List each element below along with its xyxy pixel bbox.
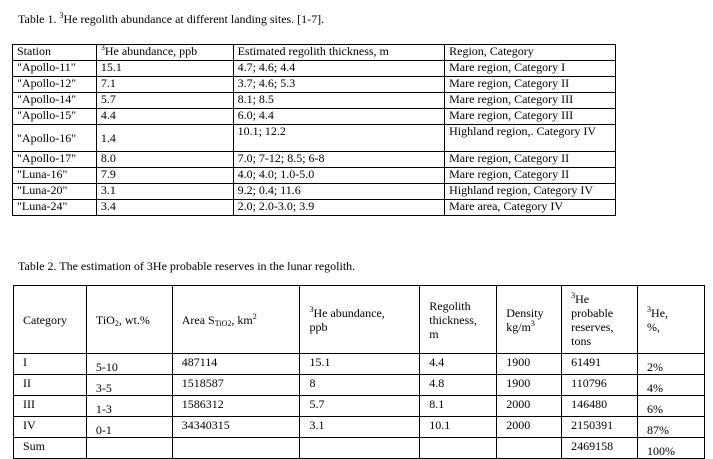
percent-cell: 87% bbox=[638, 417, 705, 438]
density-cell bbox=[497, 438, 562, 459]
region-cell: Mare region, Category III bbox=[445, 93, 616, 109]
thickness-cell: 8.1 bbox=[420, 396, 497, 417]
abundance-cell: 7.9 bbox=[96, 168, 233, 184]
reserves-cell: 146480 bbox=[562, 396, 638, 417]
thickness-cell: 4.8 bbox=[420, 375, 497, 396]
table2 bbox=[13, 285, 705, 459]
region-cell: Mare region, Category II bbox=[445, 77, 616, 93]
table-row bbox=[14, 417, 705, 438]
table-row bbox=[14, 438, 705, 459]
header-thickness: Estimated regolith thickness, m bbox=[233, 45, 445, 61]
reserves-cell: 2150391 bbox=[562, 417, 638, 438]
table-row bbox=[14, 396, 705, 417]
tio2-cell bbox=[86, 438, 172, 459]
density-cell: 2000 bbox=[497, 417, 562, 438]
station-cell: "Apollo-15" bbox=[13, 109, 97, 125]
station-cell: "Luna-16" bbox=[13, 168, 97, 184]
abundance-cell: 8 bbox=[300, 375, 420, 396]
thickness-cell bbox=[420, 438, 497, 459]
thickness-cell: 4.4 bbox=[420, 354, 497, 375]
thickness-cell: 10.1; 12.2 bbox=[233, 125, 445, 152]
table-row bbox=[13, 152, 616, 168]
region-cell: Mare region, Category II bbox=[445, 168, 616, 184]
station-cell: "Apollo-12" bbox=[13, 77, 97, 93]
abundance-cell: 4.4 bbox=[96, 109, 233, 125]
reserves-cell: 61491 bbox=[562, 354, 638, 375]
station-cell: "Apollo-17" bbox=[13, 152, 97, 168]
abundance-cell: 5.7 bbox=[96, 93, 233, 109]
header-region: Region, Category bbox=[445, 45, 616, 61]
category-cell: III bbox=[14, 396, 87, 417]
area-cell: 487114 bbox=[172, 354, 300, 375]
tio2-cell: 1-3 bbox=[86, 396, 172, 417]
area-cell bbox=[172, 438, 300, 459]
header-thickness: Regolith thickness, m bbox=[420, 286, 497, 354]
station-cell: "Luna-20" bbox=[13, 184, 97, 200]
table-row bbox=[13, 93, 616, 109]
percent-cell: 2% bbox=[638, 354, 705, 375]
header-tio2: TiO$_2$, wt.% bbox=[86, 286, 172, 354]
region-cell: Mare region, Category I bbox=[445, 61, 616, 77]
region-cell: Highland region, Category IV bbox=[445, 184, 616, 200]
region-cell: Mare region, Category II bbox=[445, 152, 616, 168]
abundance-cell bbox=[300, 438, 420, 459]
region-cell: Mare region, Category III bbox=[445, 109, 616, 125]
table1-caption: Table 1. $^3$He regolith abundance at different landing sites. [1-7]. bbox=[18, 11, 325, 26]
density-cell: 2000 bbox=[497, 396, 562, 417]
region-cell: Highland region,. Category IV bbox=[445, 125, 616, 152]
thickness-cell: 9.2; 0.4; 11.6 bbox=[233, 184, 445, 200]
table1-header-row bbox=[13, 45, 616, 61]
header-abundance: $^3$He abundance, ppb bbox=[96, 45, 233, 61]
region-cell: Mare area, Category IV bbox=[445, 200, 616, 216]
category-cell: I bbox=[14, 354, 87, 375]
station-cell: "Apollo-16" bbox=[13, 125, 97, 152]
table-row bbox=[13, 61, 616, 77]
table-row bbox=[13, 168, 616, 184]
table-row bbox=[13, 200, 616, 216]
abundance-cell: 15.1 bbox=[300, 354, 420, 375]
table-row bbox=[13, 125, 616, 152]
area-cell: 34340315 bbox=[172, 417, 300, 438]
thickness-cell: 8.1; 8.5 bbox=[233, 93, 445, 109]
header-percent: $^3$He, %, bbox=[638, 286, 705, 354]
category-cell: II bbox=[14, 375, 87, 396]
percent-cell: 100% bbox=[638, 438, 705, 459]
thickness-cell: 10.1 bbox=[420, 417, 497, 438]
category-cell: Sum bbox=[14, 438, 87, 459]
abundance-cell: 3.1 bbox=[96, 184, 233, 200]
header-station: Station bbox=[13, 45, 97, 61]
tio2-cell: 5-10 bbox=[86, 354, 172, 375]
thickness-cell: 3.7; 4.6; 5.3 bbox=[233, 77, 445, 93]
abundance-cell: 8.0 bbox=[96, 152, 233, 168]
thickness-cell: 6.0; 4.4 bbox=[233, 109, 445, 125]
area-cell: 1518587 bbox=[172, 375, 300, 396]
thickness-cell: 4.7; 4.6; 4.4 bbox=[233, 61, 445, 77]
area-cell: 1586312 bbox=[172, 396, 300, 417]
table2-header-row bbox=[14, 286, 705, 354]
table-row bbox=[14, 354, 705, 375]
abundance-cell: 7.1 bbox=[96, 77, 233, 93]
thickness-cell: 4.0; 4.0; 1.0-5.0 bbox=[233, 168, 445, 184]
percent-cell: 6% bbox=[638, 396, 705, 417]
table-row bbox=[14, 375, 705, 396]
thickness-cell: 2.0; 2.0-3.0; 3.9 bbox=[233, 200, 445, 216]
header-density: Density $kg/m^3$ bbox=[497, 286, 562, 354]
reserves-cell: 2469158 bbox=[562, 438, 638, 459]
density-cell: 1900 bbox=[497, 375, 562, 396]
abundance-cell: 3.1 bbox=[300, 417, 420, 438]
abundance-cell: 1.4 bbox=[96, 125, 233, 152]
table-row bbox=[13, 184, 616, 200]
abundance-cell: 5.7 bbox=[300, 396, 420, 417]
percent-cell: 4% bbox=[638, 375, 705, 396]
density-cell: 1900 bbox=[497, 354, 562, 375]
tio2-cell: 0-1 bbox=[86, 417, 172, 438]
table-row bbox=[13, 77, 616, 93]
header-area: Area $S_{TiO2}$, $km^2$ bbox=[172, 286, 300, 354]
header-abundance: $^3$He abundance, ppb bbox=[300, 286, 420, 354]
category-cell: IV bbox=[14, 417, 87, 438]
table1 bbox=[12, 44, 616, 216]
station-cell: "Apollo-11" bbox=[13, 61, 97, 77]
header-category: Category bbox=[14, 286, 87, 354]
abundance-cell: 15.1 bbox=[96, 61, 233, 77]
tio2-cell: 3-5 bbox=[86, 375, 172, 396]
station-cell: "Apollo-14" bbox=[13, 93, 97, 109]
station-cell: "Luna-24" bbox=[13, 200, 97, 216]
table-row bbox=[13, 109, 616, 125]
table2-caption: Table 2. The estimation of 3He probable reserves in the lunar regolith. bbox=[18, 259, 356, 273]
thickness-cell: 7.0; 7-12; 8.5; 6-8 bbox=[233, 152, 445, 168]
abundance-cell: 3.4 bbox=[96, 200, 233, 216]
header-reserves: $^3$He probable reserves, tons bbox=[562, 286, 638, 354]
reserves-cell: 110796 bbox=[562, 375, 638, 396]
